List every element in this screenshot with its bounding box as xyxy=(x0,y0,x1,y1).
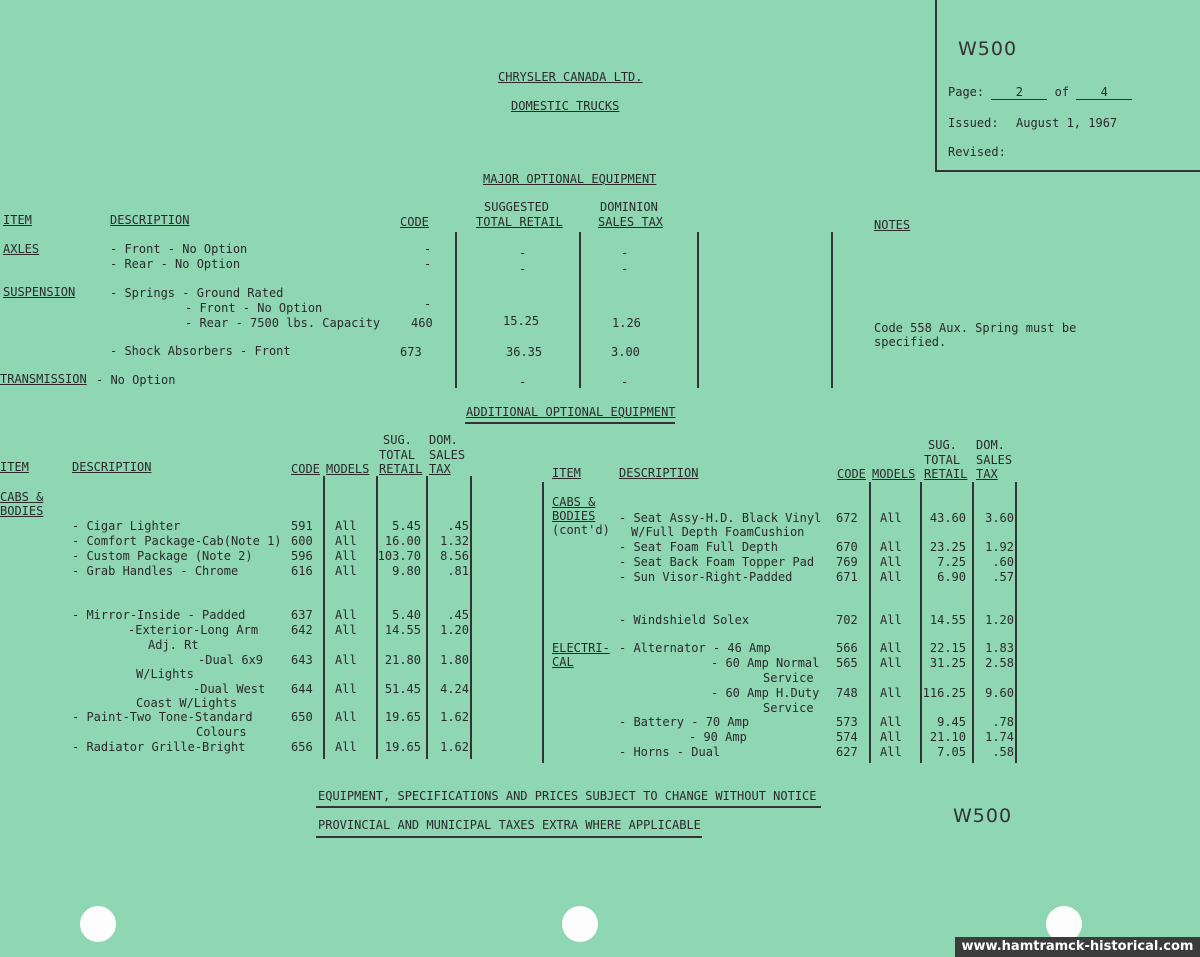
left-row-models: All xyxy=(335,534,357,548)
susp-note-1: Code 558 Aux. Spring must be xyxy=(874,321,1077,335)
right-row-desc: W/Full Depth FoamCushion xyxy=(631,525,805,539)
left-row-code: 596 xyxy=(291,549,313,563)
major-rule-4 xyxy=(831,232,833,388)
right-row-retail: 7.05 xyxy=(937,745,966,759)
page-of: of xyxy=(1054,85,1070,99)
binder-hole-center xyxy=(562,906,598,942)
page-indicator xyxy=(948,85,1132,100)
left-row-code: 600 xyxy=(291,534,313,548)
left-row-models: All xyxy=(335,653,357,667)
right-row-tax: 1.20 xyxy=(985,613,1014,627)
left-rule-retail xyxy=(376,476,378,759)
left-row-desc: W/Lights xyxy=(136,667,194,681)
left-row-retail: 16.00 xyxy=(384,534,421,548)
left-row-desc: - Radiator Grille-Bright xyxy=(72,740,246,754)
left-row-code: 616 xyxy=(291,564,313,578)
major-col-item: ITEM xyxy=(3,213,32,227)
footer-underline-2 xyxy=(316,836,702,838)
right-row-code: 574 xyxy=(836,730,858,744)
right-row-desc: - Windshield Solex xyxy=(619,613,750,627)
right-row-models: All xyxy=(880,540,902,554)
major-col-tax-2: SALES TAX xyxy=(598,215,664,229)
susp-springs: - Springs - Ground Rated xyxy=(110,286,284,300)
left-row-code: 591 xyxy=(291,519,313,533)
left-row-models: All xyxy=(335,710,357,724)
major-col-retail-2: TOTAL RETAIL xyxy=(476,215,563,229)
right-row-tax: 1.74 xyxy=(985,730,1014,744)
left-row-code: 637 xyxy=(291,608,313,622)
right-row-tax: 9.60 xyxy=(985,686,1014,700)
major-rule-1 xyxy=(455,232,457,388)
left-row-tax: .45 xyxy=(447,519,469,533)
right-rule-tax xyxy=(972,482,974,763)
right-row-desc: - Alternator - 46 Amp xyxy=(619,641,771,655)
right-row-desc: - Seat Back Foam Topper Pad xyxy=(619,555,815,569)
left-h-code: CODE xyxy=(291,462,320,476)
major-col-notes: NOTES xyxy=(874,218,911,232)
right-row-models: All xyxy=(880,730,902,744)
major-col-description: DESCRIPTION xyxy=(110,213,190,227)
company-name: CHRYSLER CANADA LTD. xyxy=(498,70,643,84)
right-row-models: All xyxy=(880,613,902,627)
right-row-tax: 2.58 xyxy=(985,656,1014,670)
left-row-desc: Colours xyxy=(196,725,247,739)
right-row-models: All xyxy=(880,715,902,729)
left-row-retail: 19.65 xyxy=(384,740,421,754)
right-row-retail: 7.25 xyxy=(937,555,966,569)
dash: - xyxy=(519,246,527,260)
left-rule-models xyxy=(323,476,325,759)
left-row-models: All xyxy=(335,608,357,622)
left-h-sug: SUG. xyxy=(383,433,412,447)
right-row-retail: 22.15 xyxy=(929,641,966,655)
right-row-desc: - Horns - Dual xyxy=(619,745,721,759)
shock-tax: 3.00 xyxy=(611,345,640,359)
right-row-retail: 6.90 xyxy=(937,570,966,584)
major-col-retail-1: SUGGESTED xyxy=(484,200,550,214)
right-row-tax: .78 xyxy=(992,715,1014,729)
right-rule-end xyxy=(1015,482,1017,763)
left-row-tax: 8.56 xyxy=(440,549,469,563)
axles-front: - Front - No Option xyxy=(110,242,248,256)
right-row-tax: 3.60 xyxy=(985,511,1014,525)
right-item-cabs: CABS & xyxy=(552,495,596,509)
left-row-code: 642 xyxy=(291,623,313,637)
right-h-total: TOTAL xyxy=(924,453,961,467)
right-row-tax: 1.92 xyxy=(985,540,1014,554)
right-row-retail: 14.55 xyxy=(929,613,966,627)
right-rule-models xyxy=(869,482,871,763)
right-h-sales: SALES xyxy=(976,453,1013,467)
right-row-models: All xyxy=(880,555,902,569)
left-rule-end xyxy=(470,476,472,759)
left-row-code: 650 xyxy=(291,710,313,724)
right-rule-start xyxy=(542,482,544,763)
additional-section-title: ADDITIONAL OPTIONAL EQUIPMENT xyxy=(466,405,676,419)
form-number: W500 xyxy=(958,38,1018,60)
shock-retail: 36.35 xyxy=(506,345,543,359)
right-row-desc: - Seat Foam Full Depth xyxy=(619,540,778,554)
right-row-code: 702 xyxy=(836,613,858,627)
division-title: DOMESTIC TRUCKS xyxy=(511,99,620,113)
left-h-total: TOTAL xyxy=(379,448,416,462)
dash: - xyxy=(621,246,629,260)
right-row-code: 627 xyxy=(836,745,858,759)
left-row-desc: -Exterior-Long Arm xyxy=(128,623,259,637)
major-col-tax-1: DOMINION xyxy=(600,200,658,214)
susp-rear-retail: 15.25 xyxy=(503,314,540,328)
right-item-bodies: BODIES xyxy=(552,509,596,523)
suspension-label: SUSPENSION xyxy=(3,285,76,299)
right-row-retail: 116.25 xyxy=(922,686,966,700)
page-number: 2 xyxy=(991,85,1047,100)
page-total: 4 xyxy=(1076,85,1132,100)
footer-notice-1: EQUIPMENT, SPECIFICATIONS AND PRICES SUBJECT TO CHANGE WITHOUT NOTICE xyxy=(318,789,817,803)
axles-label: AXLES xyxy=(3,242,40,256)
dash: - xyxy=(519,375,527,389)
left-h-sales: SALES xyxy=(429,448,466,462)
right-row-desc: Service xyxy=(763,671,814,685)
left-row-retail: 5.40 xyxy=(392,608,421,622)
left-row-retail: 14.55 xyxy=(384,623,421,637)
left-row-models: All xyxy=(335,740,357,754)
major-col-code: CODE xyxy=(400,215,429,229)
right-h-item: ITEM xyxy=(552,466,581,480)
right-item-electrical-1: ELECTRI- xyxy=(552,641,610,655)
additional-title-underline xyxy=(465,422,675,424)
issued-date: August 1, 1967 xyxy=(1016,116,1118,130)
left-row-desc: - Mirror-Inside - Padded xyxy=(72,608,246,622)
left-rule-tax xyxy=(426,476,428,759)
footer-form-number: W500 xyxy=(953,805,1013,827)
right-h-dom: DOM. xyxy=(976,438,1005,452)
left-row-desc: - Cigar Lighter xyxy=(72,519,181,533)
right-row-desc: - 60 Amp Normal xyxy=(711,656,820,670)
right-row-code: 566 xyxy=(836,641,858,655)
left-row-desc: - Comfort Package-Cab(Note 1) xyxy=(72,534,282,548)
left-row-tax: 1.32 xyxy=(440,534,469,548)
left-row-retail: 51.45 xyxy=(384,682,421,696)
left-row-tax: 1.80 xyxy=(440,653,469,667)
right-row-desc: - Battery - 70 Amp xyxy=(619,715,750,729)
revised-label: Revised: xyxy=(948,145,1006,159)
susp-rear: - Rear - 7500 lbs. Capacity xyxy=(185,316,381,330)
left-row-tax: .81 xyxy=(447,564,469,578)
left-row-models: All xyxy=(335,549,357,563)
watermark: www.hamtramck-historical.com xyxy=(955,937,1200,957)
left-row-retail: 21.80 xyxy=(384,653,421,667)
right-row-code: 565 xyxy=(836,656,858,670)
left-row-models: All xyxy=(335,682,357,696)
susp-front: - Front - No Option xyxy=(185,301,323,315)
transmission-label: TRANSMISSION xyxy=(0,372,87,386)
left-row-retail: 5.45 xyxy=(392,519,421,533)
dash: - xyxy=(621,375,629,389)
left-row-models: All xyxy=(335,519,357,533)
left-row-desc: -Dual 6x9 xyxy=(198,653,264,667)
left-row-code: 656 xyxy=(291,740,313,754)
left-h-item: ITEM xyxy=(0,460,29,474)
right-row-code: 573 xyxy=(836,715,858,729)
right-row-models: All xyxy=(880,745,902,759)
right-row-desc: - 60 Amp H.Duty xyxy=(711,686,820,700)
dash: - xyxy=(519,262,527,276)
left-row-tax: 1.62 xyxy=(440,740,469,754)
right-row-code: 670 xyxy=(836,540,858,554)
left-row-desc: - Paint-Two Tone-Standard xyxy=(72,710,253,724)
left-h-dom: DOM. xyxy=(429,433,458,447)
left-row-desc: -Dual West xyxy=(193,682,266,696)
shock-code: 673 xyxy=(400,345,422,359)
dash: - xyxy=(424,297,432,311)
right-row-code: 671 xyxy=(836,570,858,584)
susp-note-2: specified. xyxy=(874,335,947,349)
left-row-tax: .45 xyxy=(447,608,469,622)
footer-underline-1 xyxy=(316,806,821,808)
left-row-code: 644 xyxy=(291,682,313,696)
right-row-models: All xyxy=(880,686,902,700)
right-row-desc: - Seat Assy-H.D. Black Vinyl xyxy=(619,511,822,525)
right-row-tax: 1.83 xyxy=(985,641,1014,655)
shock-absorbers: - Shock Absorbers - Front xyxy=(110,344,291,358)
dash: - xyxy=(424,257,432,271)
left-row-retail: 103.70 xyxy=(377,549,421,563)
page-label: Page: xyxy=(948,85,985,99)
left-h-desc: DESCRIPTION xyxy=(72,460,152,474)
left-row-retail: 9.80 xyxy=(392,564,421,578)
right-item-contd: (cont'd) xyxy=(552,523,610,537)
left-row-desc: Adj. Rt xyxy=(148,638,199,652)
right-row-models: All xyxy=(880,570,902,584)
major-rule-3 xyxy=(697,232,699,388)
right-row-models: All xyxy=(880,511,902,525)
left-row-desc: - Custom Package (Note 2) xyxy=(72,549,253,563)
left-row-tax: 1.20 xyxy=(440,623,469,637)
left-row-tax: 4.24 xyxy=(440,682,469,696)
right-row-code: 748 xyxy=(836,686,858,700)
dash: - xyxy=(424,242,432,256)
major-rule-2 xyxy=(579,232,581,388)
left-item-bodies: BODIES xyxy=(0,504,44,518)
right-row-retail: 9.45 xyxy=(937,715,966,729)
axles-rear: - Rear - No Option xyxy=(110,257,241,271)
right-row-tax: .57 xyxy=(992,570,1014,584)
right-row-models: All xyxy=(880,641,902,655)
right-h-sug: SUG. xyxy=(928,438,957,452)
right-row-code: 672 xyxy=(836,511,858,525)
right-h-models: MODELS xyxy=(872,467,916,481)
left-h-tax: TAX xyxy=(429,462,451,476)
right-row-desc: Service xyxy=(763,701,814,715)
left-row-desc: Coast W/Lights xyxy=(136,696,238,710)
right-row-desc: - 90 Amp xyxy=(689,730,747,744)
issued-label: Issued: xyxy=(948,116,999,130)
right-h-desc: DESCRIPTION xyxy=(619,466,699,480)
left-item-cabs: CABS & xyxy=(0,490,44,504)
right-row-tax: .58 xyxy=(992,745,1014,759)
left-h-retail: RETAIL xyxy=(379,462,423,476)
trans-desc: - No Option xyxy=(96,373,176,387)
right-row-retail: 23.25 xyxy=(929,540,966,554)
left-row-retail: 19.65 xyxy=(384,710,421,724)
footer-notice-2: PROVINCIAL AND MUNICIPAL TAXES EXTRA WHERE APPLICABLE xyxy=(318,818,701,832)
binder-hole-left xyxy=(80,906,116,942)
dash: - xyxy=(621,262,629,276)
right-h-retail: RETAIL xyxy=(924,467,968,481)
left-row-desc: - Grab Handles - Chrome xyxy=(72,564,239,578)
left-h-models: MODELS xyxy=(326,462,370,476)
right-h-code: CODE xyxy=(837,467,866,481)
susp-rear-tax: 1.26 xyxy=(612,316,641,330)
right-row-retail: 31.25 xyxy=(929,656,966,670)
right-h-tax: TAX xyxy=(976,467,998,481)
right-row-code: 769 xyxy=(836,555,858,569)
left-row-models: All xyxy=(335,564,357,578)
left-row-tax: 1.62 xyxy=(440,710,469,724)
right-row-models: All xyxy=(880,656,902,670)
right-item-electrical-2: CAL xyxy=(552,655,574,669)
left-row-models: All xyxy=(335,623,357,637)
major-section-title: MAJOR OPTIONAL EQUIPMENT xyxy=(483,172,657,186)
left-row-code: 643 xyxy=(291,653,313,667)
right-row-tax: .60 xyxy=(992,555,1014,569)
right-row-retail: 21.10 xyxy=(929,730,966,744)
right-rule-retail xyxy=(920,482,922,763)
right-row-desc: - Sun Visor-Right-Padded xyxy=(619,570,793,584)
right-row-retail: 43.60 xyxy=(929,511,966,525)
susp-rear-code: 460 xyxy=(411,316,433,330)
